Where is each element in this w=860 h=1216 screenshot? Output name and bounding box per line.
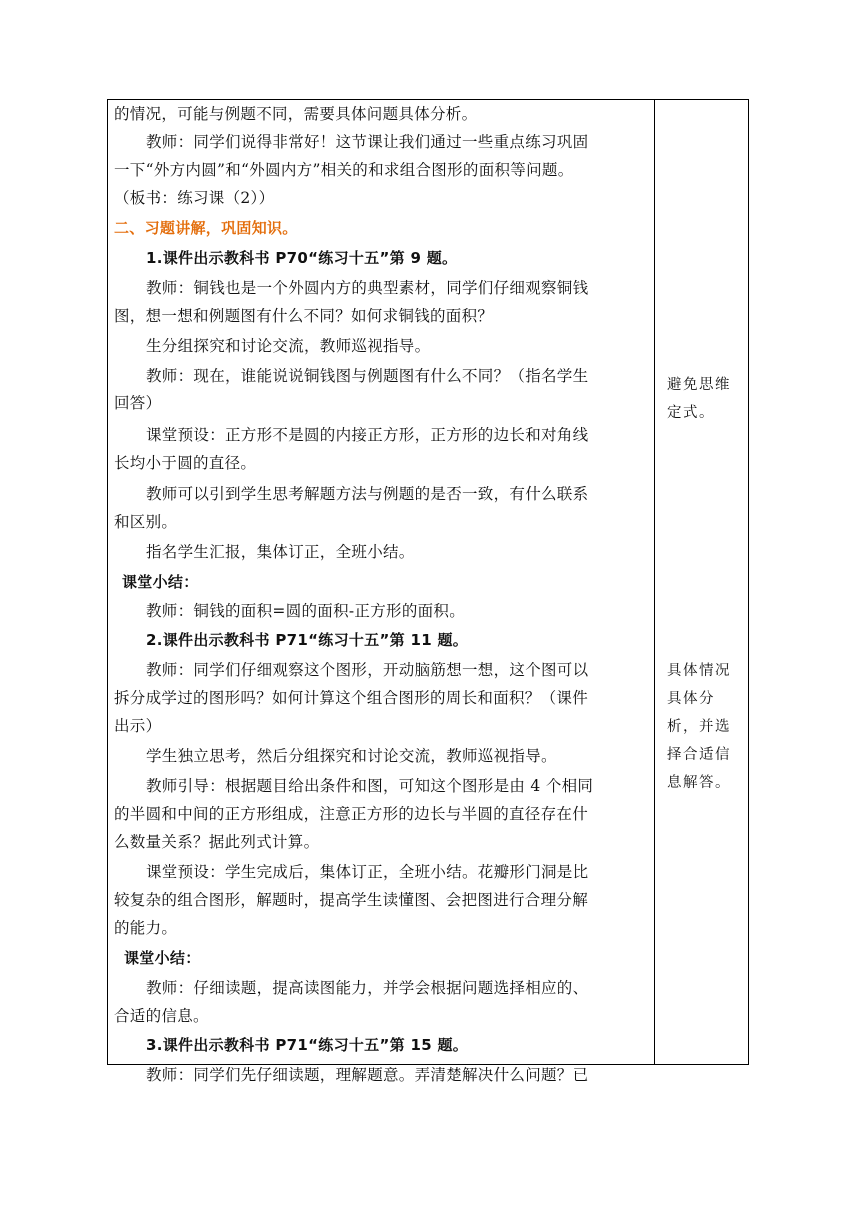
text-line: 教师：同学们仔细观察这个图形，开动脑筋想一想，这个图可以	[146, 661, 589, 679]
side-note-line: 避免思维	[667, 377, 731, 393]
side-note-line: 定式。	[667, 405, 715, 421]
text-line: 出示）	[114, 717, 162, 735]
text-line: 教师：同学们说得非常好！这节课让我们通过一些重点练习巩固	[146, 133, 589, 151]
text-line: （板书：练习课（2））	[114, 189, 275, 207]
text-line: 图，想一想和例题图有什么不同？如何求铜钱的面积？	[114, 307, 494, 325]
text-line: 教师引导：根据题目给出条件和图，可知这个图形是由 4 个相同	[146, 777, 594, 795]
text-line: 教师：同学们先仔细读题，理解题意。弄清楚解决什么问题？已	[146, 1066, 589, 1084]
lesson-plan-table	[107, 99, 749, 1084]
text-line: 一下“外方内圆”和“外圆内方”相关的和求组合图形的面积等问题。	[114, 161, 574, 179]
side-note-line: 析，并选	[667, 719, 731, 735]
exercise-title: 1.课件出示教科书 P70“练习十五”第 9 题。	[146, 249, 458, 267]
teaching-process-column	[108, 100, 654, 1084]
exercise-title: 3.课件出示教科书 P71“练习十五”第 15 题。	[146, 1036, 469, 1054]
exercise-title: 2.课件出示教科书 P71“练习十五”第 11 题。	[146, 631, 469, 649]
summary-label: 课堂小结：	[124, 949, 201, 967]
text-line: 么数量关系？据此列式计算。	[114, 833, 320, 851]
text-line: 回答）	[114, 394, 162, 412]
text-line: 拆分成学过的图形吗？如何计算这个组合图形的周长和面积？（课件	[114, 689, 589, 707]
text-line: 的情况，可能与例题不同，需要具体问题具体分析。	[114, 105, 478, 123]
text-line: 指名学生汇报，集体订正，全班小结。	[146, 543, 415, 561]
design-intent-column	[655, 100, 748, 1064]
section-heading: 二、习题讲解，巩固知识。	[114, 219, 298, 237]
text-line: 教师：铜钱也是一个外圆内方的典型素材，同学们仔细观察铜钱	[146, 279, 589, 297]
text-line: 长均小于圆的直径。	[114, 454, 257, 472]
side-note-line: 具体分	[667, 691, 715, 707]
text-line: 教师：仔细读题，提高读图能力，并学会根据问题选择相应的、	[146, 979, 589, 997]
text-line: 的半圆和中间的正方形组成，注意正方形的边长与半圆的直径存在什	[114, 805, 589, 823]
text-line: 较复杂的组合图形，解题时，提高学生读懂图、会把图进行合理分解	[114, 891, 589, 909]
text-line: 教师可以引到学生思考解题方法与例题的是否一致，有什么联系	[146, 485, 589, 503]
side-note-line: 息解答。	[667, 775, 731, 791]
text-line: 合适的信息。	[114, 1007, 209, 1025]
text-line: 教师：铜钱的面积=圆的面积-正方形的面积。	[146, 602, 466, 620]
text-line: 课堂预设：正方形不是圆的内接正方形，正方形的边长和对角线	[146, 426, 589, 444]
text-line: 学生独立思考，然后分组探究和讨论交流，教师巡视指导。	[146, 747, 557, 765]
text-line: 和区别。	[114, 513, 178, 531]
text-line: 教师：现在，谁能说说铜钱图与例题图有什么不同？（指名学生	[146, 367, 589, 385]
side-note-line: 具体情况	[667, 663, 731, 679]
side-note-line: 择合适信	[667, 747, 731, 763]
text-line: 生分组探究和讨论交流，教师巡视指导。	[146, 337, 431, 355]
text-line: 的能力。	[114, 919, 178, 937]
summary-label: 课堂小结：	[122, 573, 199, 591]
text-line: 课堂预设：学生完成后，集体订正，全班小结。花瓣形门洞是比	[146, 863, 589, 881]
